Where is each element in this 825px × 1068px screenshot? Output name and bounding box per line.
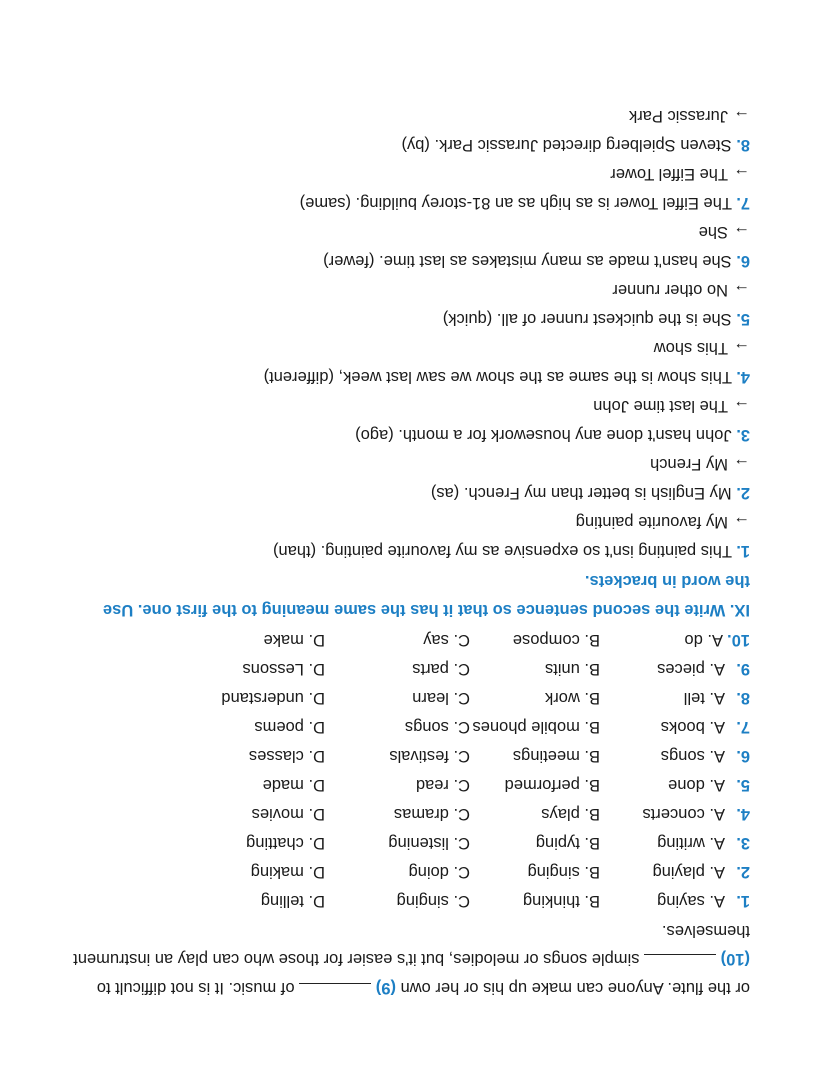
- option-b[interactable]: B. singing: [527, 863, 600, 881]
- original-sentence: My English is better than my French. (as): [430, 484, 732, 502]
- option-c[interactable]: C. singing: [396, 892, 470, 910]
- answer-prompt: Jurassic Park: [628, 107, 728, 125]
- option-c[interactable]: C. dramas: [393, 805, 470, 823]
- item-number: 5.: [736, 310, 750, 328]
- arrow-right-icon: →: [733, 107, 750, 125]
- item-number: 1.: [736, 542, 750, 560]
- option-b[interactable]: B. meetings: [512, 747, 600, 765]
- original-sentence: This painting isn't so expensive as my favourite painting. (than): [272, 542, 732, 560]
- rewrite-sentence: [323, 251, 750, 270]
- answer-blank-10[interactable]: [644, 954, 716, 969]
- option-c[interactable]: C. listening: [388, 834, 470, 852]
- option-b[interactable]: B. work: [544, 689, 600, 707]
- rewrite-answer[interactable]: [699, 222, 750, 241]
- option-a[interactable]: A. saying: [657, 892, 725, 910]
- option-c[interactable]: C. say: [423, 631, 470, 649]
- rewrite-answer[interactable]: [612, 280, 750, 299]
- arrow-right-icon: →: [733, 165, 750, 183]
- option-d[interactable]: D. poems: [254, 718, 325, 736]
- option-a[interactable]: A. tell: [683, 689, 725, 707]
- arrow-right-icon: →: [733, 455, 750, 473]
- question-number: 2.: [736, 863, 750, 881]
- rewrite-answer[interactable]: [629, 106, 750, 125]
- item-number: 3.: [736, 426, 750, 444]
- option-b[interactable]: B. mobile phones: [472, 718, 600, 736]
- passage-line-1: [97, 978, 750, 998]
- section-heading: IX. Write the second sentence so that it has the same meaning to the first one. Use: [102, 601, 750, 619]
- option-b[interactable]: B. thinking: [522, 892, 600, 910]
- item-number: 7.: [736, 194, 750, 212]
- passage-text: simple songs or melodies, but it's easier for those who can play an instrument: [73, 950, 640, 968]
- original-sentence: This show is the same as the show we saw last week, (different): [263, 368, 732, 386]
- option-c[interactable]: C. learn: [412, 689, 470, 707]
- question-number: 4.: [736, 805, 750, 823]
- original-sentence: John hasn't done any housework for a month. (ago): [355, 426, 732, 444]
- option-b[interactable]: B. units: [544, 660, 600, 678]
- option-a[interactable]: A. books: [660, 718, 725, 736]
- answer-prompt: The last time John: [593, 397, 728, 415]
- answer-prompt: No other runner: [612, 281, 728, 299]
- option-c[interactable]: C. read: [415, 776, 470, 794]
- question-number: 3.: [736, 834, 750, 852]
- original-sentence: She hasn't made as many mistakes as last time. (fewer): [323, 252, 732, 270]
- rewrite-sentence: [431, 483, 750, 502]
- option-a[interactable]: A. do: [684, 631, 723, 649]
- option-a[interactable]: A. playing: [652, 863, 725, 881]
- rewrite-sentence: [264, 367, 750, 386]
- answer-prompt: My French: [650, 455, 728, 473]
- option-d[interactable]: D. make: [263, 631, 325, 649]
- section-heading-continued: the word in brackets.: [584, 572, 750, 590]
- arrow-right-icon: →: [733, 281, 750, 299]
- rewrite-sentence: [401, 135, 750, 154]
- option-c[interactable]: C. festivals: [389, 747, 470, 765]
- rewrite-answer[interactable]: [654, 338, 750, 357]
- rewrite-answer[interactable]: [650, 454, 750, 473]
- blank-number-9: (9): [375, 979, 396, 997]
- answer-prompt: The Eiffel Tower: [610, 165, 728, 183]
- option-b[interactable]: B. performed: [504, 776, 600, 794]
- option-d[interactable]: D. classes: [248, 747, 325, 765]
- arrow-right-icon: →: [733, 339, 750, 357]
- option-c[interactable]: C. songs: [404, 718, 470, 736]
- question-number: 5.: [736, 776, 750, 794]
- answer-prompt: My favourite painting: [575, 513, 728, 531]
- original-sentence: She is the quickest runner of all. (quick): [442, 310, 732, 328]
- question-number: 7.: [736, 718, 750, 736]
- option-a[interactable]: A. songs: [660, 747, 725, 765]
- rewrite-answer[interactable]: [576, 512, 750, 531]
- option-b[interactable]: B. compose: [512, 631, 600, 649]
- rewrite-sentence: [273, 541, 750, 560]
- option-d[interactable]: D. made: [262, 776, 325, 794]
- passage-line-3: [662, 921, 750, 940]
- option-b[interactable]: B. typing: [535, 834, 600, 852]
- arrow-right-icon: →: [733, 397, 750, 415]
- option-d[interactable]: D. chatting: [246, 834, 325, 852]
- arrow-right-icon: →: [733, 513, 750, 531]
- item-number: 2.: [736, 484, 750, 502]
- item-number: 8.: [736, 136, 750, 154]
- question-number: 1.: [736, 892, 750, 910]
- option-c[interactable]: C. parts: [412, 660, 470, 678]
- answer-prompt: She: [698, 223, 728, 241]
- original-sentence: The Eiffel Tower is as high as an 81-storey building. (same): [299, 194, 732, 212]
- rewrite-answer[interactable]: [593, 396, 750, 415]
- option-c[interactable]: C. doing: [408, 863, 470, 881]
- option-d[interactable]: D. making: [250, 863, 325, 881]
- answer-prompt: This show: [653, 339, 728, 357]
- question-number: 10.: [727, 631, 750, 649]
- arrow-right-icon: →: [733, 223, 750, 241]
- option-d[interactable]: D. understand: [221, 689, 325, 707]
- option-d[interactable]: D. Lessons: [242, 660, 325, 678]
- question-number: 8.: [736, 689, 750, 707]
- item-number: 4.: [736, 368, 750, 386]
- blank-number-10: (10): [720, 950, 750, 968]
- passage-text: or the flute. Anyone can make up his or her own: [400, 979, 750, 997]
- option-d[interactable]: D. telling: [260, 892, 325, 910]
- rewrite-sentence: [355, 425, 750, 444]
- original-sentence: Steven Spielberg directed Jurassic Park. (by): [401, 136, 732, 154]
- passage-line-2: [73, 949, 750, 969]
- option-a[interactable]: A. done: [668, 776, 725, 794]
- rewrite-answer[interactable]: [610, 164, 750, 183]
- question-number: 6.: [736, 747, 750, 765]
- option-a[interactable]: A. writing: [657, 834, 725, 852]
- passage-text: themselves.: [661, 922, 750, 940]
- option-b[interactable]: B. plays: [541, 805, 600, 823]
- item-number: 6.: [736, 252, 750, 270]
- option-a[interactable]: A. pieces: [657, 660, 725, 678]
- question-number: 9.: [736, 660, 750, 678]
- passage-text: of music. It is not difficult to: [96, 979, 295, 997]
- option-d[interactable]: D. movies: [251, 805, 325, 823]
- rewrite-sentence: [443, 309, 750, 328]
- option-a[interactable]: A. concerts: [642, 805, 725, 823]
- rewrite-sentence: [300, 193, 750, 212]
- answer-blank-9[interactable]: [299, 983, 371, 998]
